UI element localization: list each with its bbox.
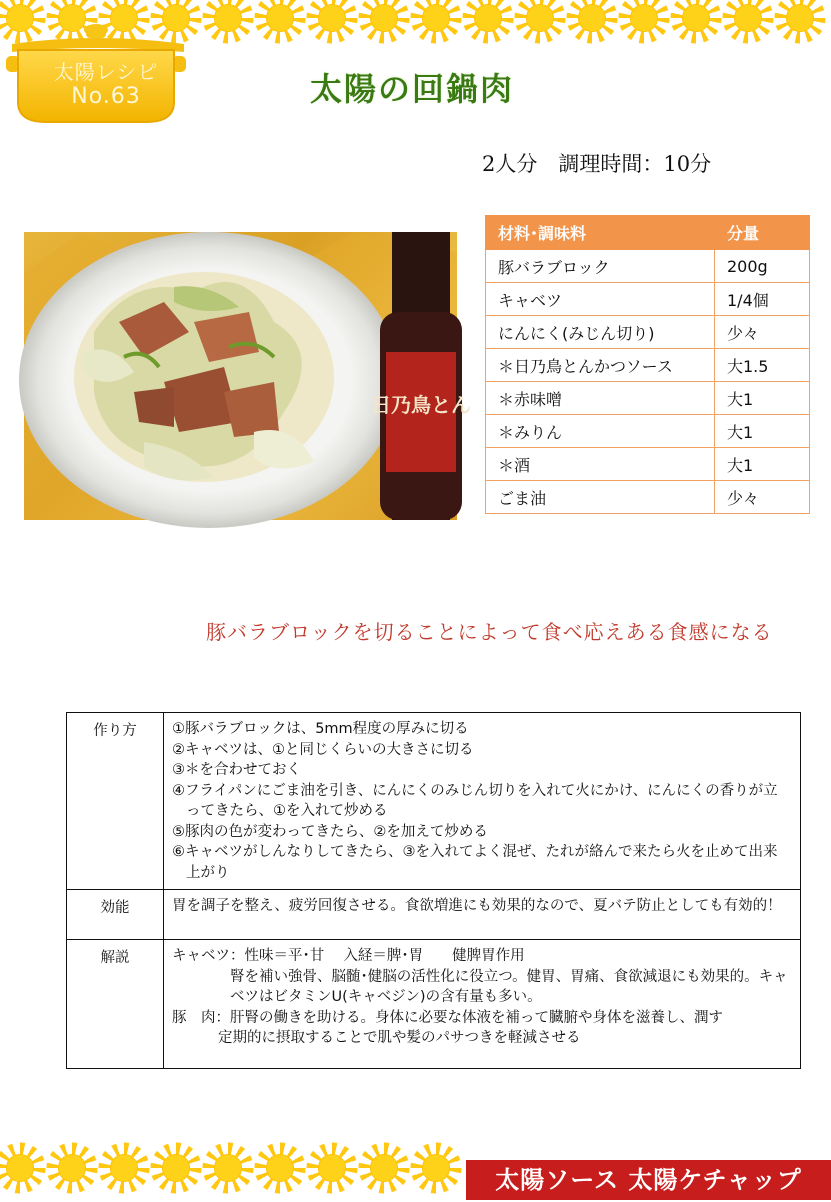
notes-label: 解説 — [67, 940, 164, 1069]
steps-row — [67, 713, 801, 890]
notes-pork-body: 定期的に摂取することで肌や髪のパサつきを軽減させる — [218, 1030, 581, 1046]
ingredient-amount: 大1.5 — [715, 349, 810, 382]
sun-icon — [410, 1142, 462, 1194]
sun-icon — [410, 0, 462, 44]
table-row — [486, 382, 810, 415]
step-item: ⑥キャベツがしんなりしてきたら、③を入れてよく混ぜ、たれが絡んで来たら火を止めて出来上がり — [172, 844, 778, 881]
step-item: ③＊を合わせておく — [172, 762, 301, 778]
effect-row — [67, 890, 801, 940]
ingredient-amount: 少々 — [715, 481, 810, 514]
steps-label: 作り方 — [67, 713, 164, 890]
ingredient-name: ＊赤味噌 — [486, 382, 715, 415]
sun-icon — [46, 1142, 98, 1194]
step-item: ①豚バラブロックは、5mm程度の厚みに切る — [172, 721, 469, 737]
recipe-badge — [6, 22, 196, 132]
footer-brand-banner: 太陽ソース 太陽ケチャップ — [466, 1160, 831, 1200]
table-row — [486, 250, 810, 283]
sun-icon — [254, 0, 306, 44]
steps-content — [164, 713, 801, 890]
servings-time: 2人分 調理時間：10分 — [482, 152, 712, 176]
sun-icon — [150, 1142, 202, 1194]
ingredient-name: 豚バラブロック — [486, 250, 715, 283]
sun-icon — [618, 0, 670, 44]
badge-number: No.63 — [71, 84, 141, 109]
sun-icon — [254, 1142, 306, 1194]
step-item: ②キャベツは、①と同じくらいの大きさに切る — [172, 741, 474, 758]
ingredient-name: ごま油 — [486, 481, 715, 514]
notes-cabbage-body: 腎を補い強骨、脳髄･健脳の活性化に役立つ。健胃、胃痛、食欲減退にも効果的。キャベツはビタミンU(キャベジン)の含有量も多い。 — [230, 968, 788, 1005]
table-row — [486, 316, 810, 349]
column-header-amount: 分量 — [715, 216, 810, 250]
notes-pork-head: 豚 肉：肝腎の働きを助ける。身体に必要な体液を補って臓腑や身体を滋養し、潤す — [172, 1009, 723, 1026]
sun-icon — [670, 0, 722, 44]
badge-series-label: 太陽レシピ — [53, 60, 159, 84]
notes-row — [67, 940, 801, 1069]
dish-photo — [24, 232, 471, 520]
table-row — [486, 448, 810, 481]
table-row — [486, 415, 810, 448]
effect-text: 胃を調子を整え、疲労回復させる。食欲増進にも効果的なので、夏バテ防止としても有効的！ — [164, 890, 801, 940]
ingredients-table — [485, 215, 810, 514]
ingredient-amount: 大1 — [715, 448, 810, 481]
sun-icon — [358, 1142, 410, 1194]
ingredient-name: キャベツ — [486, 283, 715, 316]
sun-icon — [306, 1142, 358, 1194]
ingredient-amount: 1/4個 — [715, 283, 810, 316]
sun-icon — [202, 1142, 254, 1194]
ingredient-amount: 200g — [715, 250, 810, 283]
notes-content — [164, 940, 801, 1069]
sun-icon — [306, 0, 358, 44]
sun-icon — [462, 0, 514, 44]
ingredient-name: ＊日乃鳥とんかつソース — [486, 349, 715, 382]
sun-icon — [0, 1142, 46, 1194]
table-header-row — [486, 216, 810, 250]
method-table — [66, 712, 801, 1069]
sun-icon — [98, 1142, 150, 1194]
sun-icon — [774, 0, 826, 44]
ingredient-name: にんにく(みじん切り) — [486, 316, 715, 349]
table-row — [486, 283, 810, 316]
ingredient-amount: 大1 — [715, 382, 810, 415]
ingredient-amount: 大1 — [715, 415, 810, 448]
table-row — [486, 481, 810, 514]
sun-icon — [358, 0, 410, 44]
notes-cabbage-head: キャベツ：性味＝平･甘 入経＝脾･胃 健脾胃作用 — [172, 948, 525, 964]
step-item: ④フライパンにごま油を引き、にんにくのみじん切りを入れて火にかけ、にんにくの香りが立ってきたら、①を入れて炒める — [172, 782, 778, 819]
sun-icon — [722, 0, 774, 44]
tagline: 豚バラブロックを切ることによって食べ応えある食感になる — [206, 620, 773, 644]
dish-illustration — [24, 232, 471, 520]
sun-icon — [202, 0, 254, 44]
ingredient-name: ＊みりん — [486, 415, 715, 448]
sun-icon — [514, 0, 566, 44]
effect-label: 効能 — [67, 890, 164, 940]
ingredient-name: ＊酒 — [486, 448, 715, 481]
page-title: 太陽の回鍋肉 — [310, 70, 515, 108]
step-item: ⑤豚肉の色が変わってきたら、②を加えて炒める — [172, 823, 488, 840]
table-row — [486, 349, 810, 382]
ingredient-amount: 少々 — [715, 316, 810, 349]
sun-icon — [566, 0, 618, 44]
column-header-ingredient: 材料･調味料 — [486, 216, 715, 250]
bottle-label: 日乃鳥とん — [371, 393, 471, 417]
